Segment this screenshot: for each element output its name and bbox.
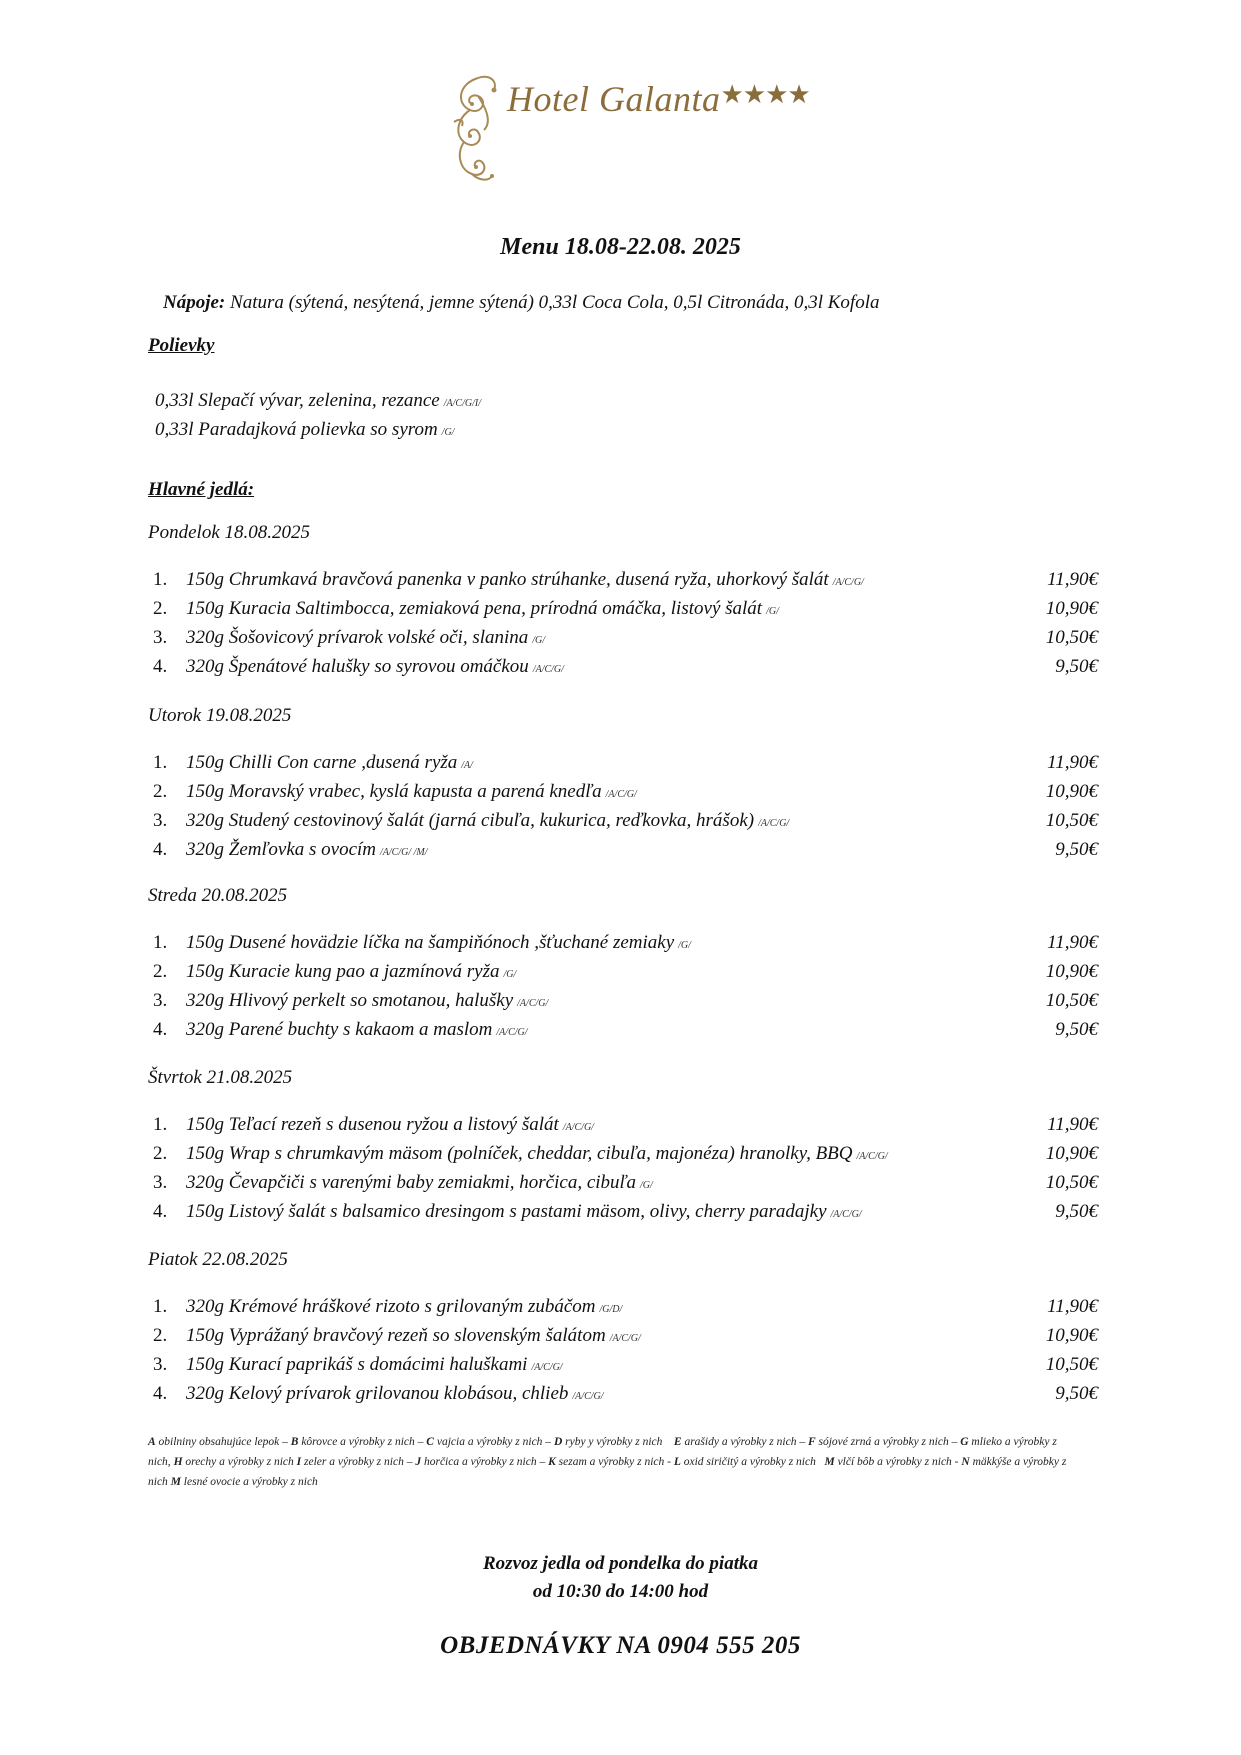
dish-number: 1. bbox=[153, 932, 168, 953]
dish-row bbox=[148, 1019, 1098, 1047]
orders-phone: OBJEDNÁVKY NA 0904 555 205 bbox=[440, 1632, 801, 1659]
dish-number: 2. bbox=[153, 781, 168, 802]
delivery-line-1: Rozvoz jedla od pondelka do piatka bbox=[483, 1553, 758, 1574]
delivery-line-2: od 10:30 do 14:00 hod bbox=[532, 1581, 709, 1602]
dish-description bbox=[186, 1201, 862, 1223]
dish-name: 320g Šošovicový prívarok volské oči, slanina bbox=[186, 627, 529, 648]
dish-name: 320g Kelový prívarok grilovanou klobásou, chlieb bbox=[186, 1383, 569, 1404]
dish-description bbox=[186, 569, 864, 591]
day-heading: Pondelok 18.08.2025 bbox=[148, 522, 311, 543]
dish-allergens: /A/C/G/ bbox=[496, 1027, 528, 1038]
dish-name: 320g Hlivový perkelt so smotanou, halušky bbox=[186, 990, 514, 1011]
allergen-description: obilniny obsahujúce lepok – bbox=[155, 1436, 291, 1448]
dish-name: 320g Žemľovka s ovocím bbox=[186, 839, 377, 860]
dish-allergens: /A/C/G/ /M/ bbox=[380, 847, 428, 858]
day-heading: Utorok 19.08.2025 bbox=[148, 705, 292, 726]
dish-allergens: /G/D/ bbox=[599, 1304, 623, 1315]
dish-row bbox=[148, 1114, 1098, 1142]
drinks-label: Nápoje: bbox=[163, 292, 226, 313]
allergen-code: B bbox=[290, 1436, 299, 1448]
soup-allergens: /G/ bbox=[441, 427, 455, 438]
allergen-description: sezam a výrobky z nich - bbox=[555, 1456, 674, 1468]
allergen-description: kôrovce a výrobky z nich – bbox=[298, 1436, 427, 1448]
dish-price: 10,90€ bbox=[1045, 781, 1098, 802]
dish-name: 150g Kuracia Saltimbocca, zemiaková pena, prírodná omáčka, listový šalát bbox=[186, 598, 763, 619]
allergen-code: D bbox=[553, 1436, 563, 1448]
dish-allergens: /G/ bbox=[503, 969, 517, 980]
dish-price: 11,90€ bbox=[1047, 752, 1098, 773]
allergen-description: mlieko a výrobky z nich, bbox=[148, 1436, 1060, 1468]
dish-row bbox=[148, 810, 1098, 838]
dish-price: 9,50€ bbox=[1055, 656, 1098, 677]
dish-description bbox=[186, 781, 637, 803]
dish-allergens: /A/C/G/ bbox=[830, 1209, 862, 1220]
allergen-description: orechy a výrobky z nich bbox=[182, 1456, 297, 1468]
allergen-description: vlčí bôb a výrobky z nich - bbox=[834, 1456, 962, 1468]
allergen-code: K bbox=[548, 1456, 556, 1468]
allergen-code: I bbox=[296, 1456, 302, 1468]
dish-price: 10,90€ bbox=[1045, 598, 1098, 619]
dish-description bbox=[186, 1019, 528, 1041]
dish-number: 1. bbox=[153, 1296, 168, 1317]
allergen-code: H bbox=[173, 1456, 183, 1468]
allergen-legend bbox=[148, 1432, 1078, 1492]
dish-price: 11,90€ bbox=[1047, 1114, 1098, 1135]
dish-name: 320g Studený cestovinový šalát (jarná cibuľa, kukurica, reďkovka, hrášok) bbox=[186, 810, 755, 831]
allergen-description: arašidy a výrobky z nich – bbox=[681, 1436, 808, 1448]
allergen-code: G bbox=[960, 1436, 969, 1448]
dish-description bbox=[186, 627, 545, 649]
allergen-code: E bbox=[673, 1436, 682, 1448]
dish-description bbox=[186, 839, 428, 861]
dish-description bbox=[186, 1383, 604, 1405]
dish-name: 150g Vyprážaný bravčový rezeň so slovenským šalátom bbox=[186, 1325, 606, 1346]
delivery-info bbox=[0, 1550, 1241, 1606]
dish-number: 3. bbox=[153, 810, 168, 831]
dish-price: 11,90€ bbox=[1047, 1296, 1098, 1317]
dish-price: 9,50€ bbox=[1055, 1019, 1098, 1040]
dish-allergens: /G/ bbox=[532, 635, 546, 646]
dish-price: 10,90€ bbox=[1045, 961, 1098, 982]
dish-number: 2. bbox=[153, 1325, 168, 1346]
drinks-line bbox=[163, 292, 879, 314]
dish-allergens: /A/C/G/ bbox=[832, 577, 864, 588]
dish-number: 4. bbox=[153, 1201, 168, 1222]
dish-name: 150g Wrap s chrumkavým mäsom (polníček, cheddar, cibuľa, majonéza) hranolky, BBQ bbox=[186, 1143, 853, 1164]
dish-allergens: /A/C/G/ bbox=[532, 664, 564, 675]
day-heading: Piatok 22.08.2025 bbox=[148, 1249, 288, 1270]
drinks-text: Natura (sýtená, nesýtená, jemne sýtená) 0,33l Coca Cola, 0,5l Citronáda, 0,3l Kofola bbox=[225, 292, 880, 313]
dish-number: 4. bbox=[153, 839, 168, 860]
dish-name: 150g Teľací rezeň s dusenou ryžou a listový šalát bbox=[186, 1114, 559, 1135]
dish-allergens: /G/ bbox=[766, 606, 779, 617]
dish-row bbox=[148, 656, 1098, 684]
dish-allergens: /A/C/G/ bbox=[758, 818, 790, 829]
dish-allergens: /A/C/G/ bbox=[572, 1391, 604, 1402]
dish-price: 9,50€ bbox=[1055, 839, 1098, 860]
dish-row bbox=[148, 1325, 1098, 1353]
dish-description bbox=[186, 990, 548, 1012]
dish-price: 10,50€ bbox=[1045, 990, 1098, 1011]
allergen-code: C bbox=[426, 1436, 434, 1448]
allergen-description: lesné ovocie a výrobky z nich bbox=[180, 1476, 318, 1488]
soup-name: 0,33l Slepačí vývar, zelenina, rezance bbox=[155, 390, 440, 411]
allergen-code: M bbox=[824, 1456, 835, 1468]
dish-name: 150g Kuracie kung pao a jazmínová ryža bbox=[186, 961, 500, 982]
dish-row bbox=[148, 752, 1098, 780]
soup-item bbox=[155, 390, 481, 412]
dish-allergens: /A/C/G/ bbox=[562, 1122, 594, 1133]
dish-price: 10,50€ bbox=[1045, 627, 1098, 648]
dish-row bbox=[148, 569, 1098, 597]
day-heading: Streda 20.08.2025 bbox=[148, 885, 288, 906]
dish-row bbox=[148, 839, 1098, 867]
dish-name: 320g Čevapčiči s varenými baby zemiakmi, horčica, cibuľa bbox=[186, 1172, 636, 1193]
dish-number: 4. bbox=[153, 1019, 168, 1040]
allergen-description: oxid siričitý a výrobky z nich bbox=[680, 1456, 825, 1468]
allergen-code: M bbox=[170, 1476, 181, 1488]
dish-price: 10,90€ bbox=[1045, 1325, 1098, 1346]
dish-row bbox=[148, 990, 1098, 1018]
dish-number: 3. bbox=[153, 990, 168, 1011]
dish-row bbox=[148, 1143, 1098, 1171]
ornament-icon bbox=[448, 70, 508, 188]
hotel-logo bbox=[507, 78, 810, 120]
dish-description bbox=[186, 961, 516, 983]
dish-price: 11,90€ bbox=[1047, 569, 1098, 590]
dish-number: 3. bbox=[153, 1354, 168, 1375]
dish-row bbox=[148, 932, 1098, 960]
dish-description bbox=[186, 1172, 653, 1194]
dish-number: 2. bbox=[153, 1143, 168, 1164]
allergen-code: N bbox=[961, 1456, 970, 1468]
allergen-description: mäkkýše a výrobky z nich bbox=[148, 1456, 1070, 1488]
dish-row bbox=[148, 1354, 1098, 1382]
dish-row bbox=[148, 1201, 1098, 1229]
dish-price: 10,50€ bbox=[1045, 810, 1098, 831]
soup-item bbox=[155, 419, 454, 441]
dish-description bbox=[186, 1114, 594, 1136]
hotel-stars: ★★★★ bbox=[720, 80, 810, 109]
allergen-code: A bbox=[148, 1436, 156, 1448]
soup-allergens: /A/C/G/I/ bbox=[443, 398, 481, 409]
dish-name: 320g Krémové hráškové rizoto s grilovaným zubáčom bbox=[186, 1296, 596, 1317]
allergen-description: sójové zrná a výrobky z nich – bbox=[815, 1436, 961, 1448]
dish-description bbox=[186, 752, 473, 774]
dish-description bbox=[186, 810, 789, 832]
dish-price: 10,50€ bbox=[1045, 1354, 1098, 1375]
dish-allergens: /A/C/G/ bbox=[856, 1151, 888, 1162]
dish-name: 150g Chilli Con carne ,dusená ryža bbox=[186, 752, 458, 773]
dish-description bbox=[186, 1325, 641, 1347]
allergen-description: zeler a výrobky z nich – bbox=[301, 1456, 416, 1468]
dish-allergens: /G/ bbox=[639, 1180, 653, 1191]
dish-row bbox=[148, 1172, 1098, 1200]
dish-number: 1. bbox=[153, 569, 168, 590]
dish-description bbox=[186, 598, 779, 620]
dish-price: 11,90€ bbox=[1047, 932, 1098, 953]
dish-name: 150g Kurací paprikáš s domácimi haluškami bbox=[186, 1354, 528, 1375]
dish-price: 10,90€ bbox=[1045, 1143, 1098, 1164]
dish-description bbox=[186, 1354, 563, 1376]
dish-row bbox=[148, 1383, 1098, 1411]
dish-allergens: /A/C/G/ bbox=[517, 998, 549, 1009]
allergen-code: L bbox=[673, 1456, 681, 1468]
dish-row bbox=[148, 1296, 1098, 1324]
dish-name: 150g Chrumkavá bravčová panenka v panko strúhanke, dusená ryža, uhorkový šalát bbox=[186, 569, 829, 590]
dish-row bbox=[148, 627, 1098, 655]
soups-heading: Polievky bbox=[148, 335, 215, 356]
dish-allergens: /A/ bbox=[461, 760, 473, 771]
dish-number: 1. bbox=[153, 1114, 168, 1135]
dish-name: 150g Listový šalát s balsamico dresingom s pastami mäsom, olivy, cherry paradajky bbox=[186, 1201, 827, 1222]
dish-row bbox=[148, 598, 1098, 626]
dish-name: 150g Dusené hovädzie líčka na šampiňónoch ,šťuchané zemiaky bbox=[186, 932, 675, 953]
soup-name: 0,33l Paradajková polievka so syrom bbox=[155, 419, 438, 440]
main-dishes-heading: Hlavné jedlá: bbox=[148, 479, 255, 500]
day-heading: Štvrtok 21.08.2025 bbox=[148, 1067, 293, 1088]
dish-number: 4. bbox=[153, 1383, 168, 1404]
allergen-description: horčica a výrobky z nich – bbox=[421, 1456, 549, 1468]
dish-number: 3. bbox=[153, 1172, 168, 1193]
dish-allergens: /A/C/G/ bbox=[605, 789, 637, 800]
allergen-description: ryby y výrobky z nich bbox=[562, 1436, 674, 1448]
allergen-code: F bbox=[807, 1436, 816, 1448]
dish-price: 9,50€ bbox=[1055, 1383, 1098, 1404]
allergen-description: vajcia a výrobky z nich – bbox=[433, 1436, 554, 1448]
dish-number: 2. bbox=[153, 598, 168, 619]
dish-number: 1. bbox=[153, 752, 168, 773]
dish-name: 320g Parené buchty s kakaom a maslom bbox=[186, 1019, 493, 1040]
dish-name: 150g Moravský vrabec, kyslá kapusta a parená knedľa bbox=[186, 781, 602, 802]
menu-title: Menu 18.08-22.08. 2025 bbox=[500, 234, 741, 260]
dish-price: 9,50€ bbox=[1055, 1201, 1098, 1222]
dish-name: 320g Špenátové halušky so syrovou omáčkou bbox=[186, 656, 529, 677]
dish-description bbox=[186, 932, 691, 954]
dish-description bbox=[186, 1296, 622, 1318]
dish-number: 2. bbox=[153, 961, 168, 982]
dish-row bbox=[148, 781, 1098, 809]
dish-description bbox=[186, 1143, 888, 1165]
hotel-name: Hotel Galanta bbox=[507, 79, 721, 119]
dish-allergens: /G/ bbox=[678, 940, 691, 951]
allergen-code: J bbox=[415, 1456, 422, 1468]
dish-price: 10,50€ bbox=[1045, 1172, 1098, 1193]
dish-number: 4. bbox=[153, 656, 168, 677]
dish-description bbox=[186, 656, 564, 678]
dish-allergens: /A/C/G/ bbox=[531, 1362, 563, 1373]
dish-number: 3. bbox=[153, 627, 168, 648]
dish-row bbox=[148, 961, 1098, 989]
dish-allergens: /A/C/G/ bbox=[609, 1333, 641, 1344]
